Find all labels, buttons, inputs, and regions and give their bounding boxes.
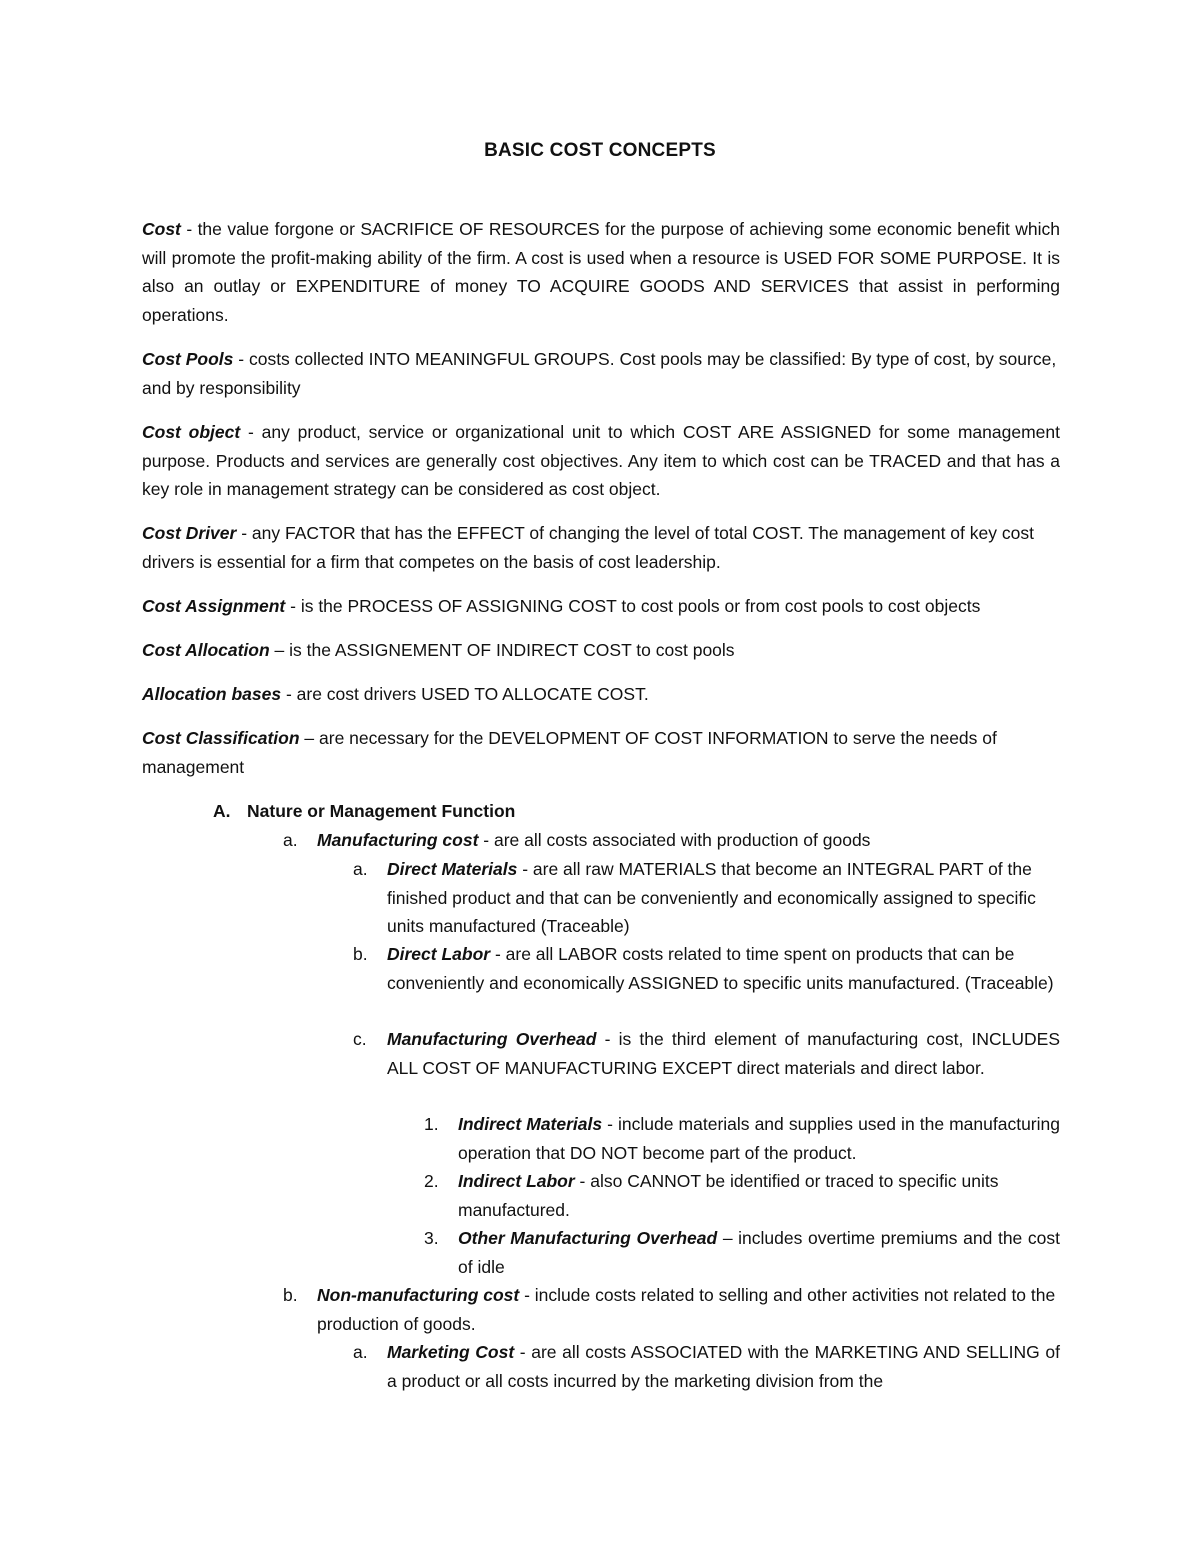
item-text: - are all raw MATERIALS that become an INTEGRAL PART of the finished product and that can be conveniently and economically assigned to specific units manufactured (Traceable) bbox=[387, 859, 1036, 937]
definition-text: - costs collected INTO MEANINGFUL GROUPS. Cost pools may be classified: By type of cost, by source, and by responsibility bbox=[142, 349, 1057, 398]
definition-term: Cost Allocation bbox=[142, 640, 270, 660]
definition-cost bbox=[142, 215, 1060, 329]
definition-term: Allocation bases bbox=[142, 684, 282, 704]
item-term: Marketing Cost bbox=[387, 1342, 515, 1362]
list-marker: b. bbox=[283, 1285, 298, 1305]
definition-term: Cost Driver bbox=[142, 523, 237, 543]
definition-term: Cost Assignment bbox=[142, 596, 286, 616]
list-item-indirect-materials bbox=[424, 1110, 1060, 1167]
definition-text: - any product, service or organizational unit to which COST ARE ASSIGNED for some management purpose. Products and services are generally cost objectives. Any item to which cost can be TRACED and that has a key role in management strategy can be considered as cost object. bbox=[142, 422, 1060, 500]
definition-cost-assignment bbox=[142, 592, 1060, 621]
item-term: Direct Labor bbox=[387, 944, 491, 964]
list-marker: b. bbox=[353, 944, 368, 964]
item-text: - is the third element of manufacturing cost, INCLUDES ALL COST OF MANUFACTURING EXCEPT direct materials and direct labor. bbox=[387, 1029, 1060, 1078]
item-text: - are all costs associated with production of goods bbox=[478, 830, 871, 850]
definition-cost-object bbox=[142, 418, 1060, 504]
definition-text: - any FACTOR that has the EFFECT of changing the level of total COST. The management of key cost drivers is essential for a firm that competes on the basis of cost leadership. bbox=[142, 523, 1034, 572]
definition-term: Cost Pools bbox=[142, 349, 234, 369]
list-marker: 3. bbox=[424, 1228, 439, 1248]
list-marker: 1. bbox=[424, 1114, 439, 1134]
list-item-indirect-labor bbox=[424, 1167, 1060, 1224]
list-marker: A. bbox=[213, 801, 231, 821]
item-text: - are all LABOR costs related to time spent on products that can be conveniently and economically ASSIGNED to specific units manufactured. (Traceable) bbox=[387, 944, 1054, 993]
definition-text: - is the PROCESS OF ASSIGNING COST to cost pools or from cost pools to cost objects bbox=[285, 596, 981, 616]
definition-cost-classification bbox=[142, 724, 1060, 781]
definition-text: – are necessary for the DEVELOPMENT OF COST INFORMATION to serve the needs of management bbox=[142, 728, 997, 777]
list-marker: a. bbox=[353, 1342, 368, 1362]
item-term: Indirect Labor bbox=[458, 1171, 575, 1191]
definition-term: Cost Classification bbox=[142, 728, 300, 748]
list-item-manufacturing-overhead bbox=[353, 1025, 1060, 1082]
list-marker: a. bbox=[283, 830, 298, 850]
section-label: Nature or Management Function bbox=[247, 801, 516, 821]
list-item-marketing-cost bbox=[353, 1338, 1060, 1395]
page-title: BASIC COST CONCEPTS bbox=[484, 140, 716, 161]
section-a-heading bbox=[213, 797, 1060, 826]
item-term: Other Manufacturing Overhead bbox=[458, 1228, 718, 1248]
item-text: - include costs related to selling and other activities not related to the production of goods. bbox=[317, 1285, 1056, 1334]
item-term: Non-manufacturing cost bbox=[317, 1285, 520, 1305]
definition-allocation-bases bbox=[142, 680, 1060, 709]
item-term: Manufacturing cost bbox=[317, 830, 479, 850]
definition-text: - are cost drivers USED TO ALLOCATE COST. bbox=[281, 684, 649, 704]
list-marker: a. bbox=[353, 859, 368, 879]
item-term: Manufacturing Overhead bbox=[387, 1029, 597, 1049]
list-item-non-manufacturing-cost bbox=[283, 1281, 1060, 1338]
item-text: - are all costs ASSOCIATED with the MARKETING AND SELLING of a product or all costs incurred by the marketing division from the bbox=[387, 1342, 1060, 1391]
definition-cost-allocation bbox=[142, 636, 1060, 665]
definition-term: Cost bbox=[142, 219, 181, 239]
item-term: Direct Materials bbox=[387, 859, 518, 879]
list-marker: c. bbox=[353, 1029, 367, 1049]
list-item-other-manufacturing-overhead bbox=[424, 1224, 1060, 1281]
definition-text: - the value forgone or SACRIFICE OF RESOURCES for the purpose of achieving some economic benefit which will promote the profit-making ability of the firm. A cost is used when a resource is USED FOR SOME PURPOSE. It is also an outlay or EXPENDITURE of money TO ACQUIRE GOODS AND SERVICES that assist in performing operations. bbox=[142, 219, 1060, 325]
definition-cost-driver bbox=[142, 519, 1060, 576]
list-item-direct-labor bbox=[353, 940, 1060, 997]
item-text: - include materials and supplies used in the manufacturing operation that DO NOT become part of the product. bbox=[458, 1114, 1060, 1163]
list-item-direct-materials bbox=[353, 855, 1060, 941]
item-term: Indirect Materials bbox=[458, 1114, 603, 1134]
definition-text: – is the ASSIGNEMENT OF INDIRECT COST to cost pools bbox=[269, 640, 735, 660]
item-text: - also CANNOT be identified or traced to specific units manufactured. bbox=[458, 1171, 999, 1220]
definition-term: Cost object bbox=[142, 422, 241, 442]
list-marker: 2. bbox=[424, 1171, 439, 1191]
definition-cost-pools bbox=[142, 345, 1060, 402]
list-item-manufacturing-cost bbox=[283, 826, 1060, 855]
item-text: – includes overtime premiums and the cost of idle bbox=[458, 1228, 1060, 1277]
